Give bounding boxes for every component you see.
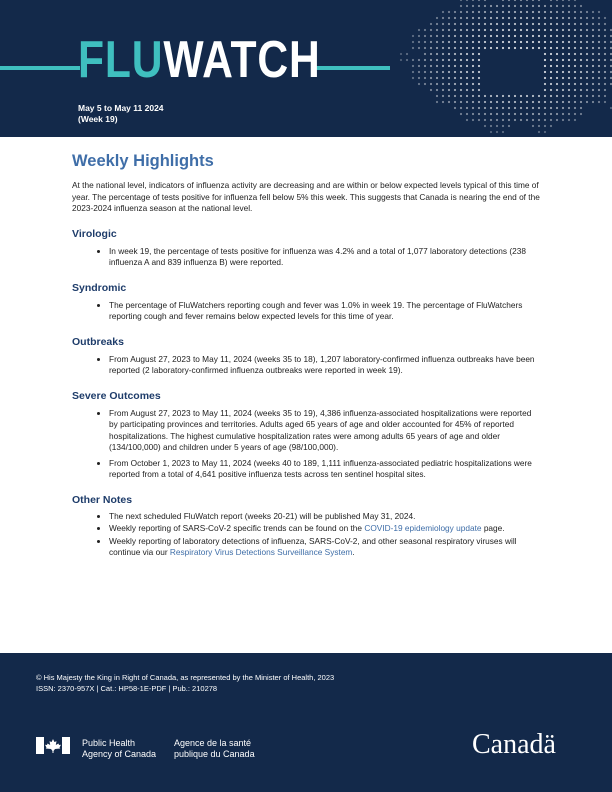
issn-text: ISSN: 2370-957X | Cat.: HP58-1E-PDF | Pub.: 210278 bbox=[36, 684, 218, 693]
fluwatch-logo bbox=[78, 30, 321, 90]
logo-line-right bbox=[316, 66, 390, 70]
virologic-heading: Virologic bbox=[72, 227, 117, 240]
note-text: Weekly reporting of laboratory detections of influenza, SARS-CoV-2, and other seasonal respiratory viruses will continue via our bbox=[109, 535, 517, 557]
logo-flu: FLU bbox=[78, 31, 164, 89]
agency-en-line1: Public Health bbox=[82, 738, 136, 748]
syndromic-heading: Syndromic bbox=[72, 281, 127, 294]
copyright-block bbox=[36, 672, 334, 694]
highlights-intro: At the national level, indicators of influenza activity are decreasing and are within or below expected levels typical of this time of year. The percentage of tests positive for influenza fell below 5% this week. This suggests that Canada is nearing the end of the 2023-2024 influenza season at the national level. bbox=[72, 180, 540, 213]
other-notes-heading: Other Notes bbox=[72, 493, 133, 506]
other-notes-list bbox=[72, 511, 542, 559]
agency-fr-line1: Agence de la santé bbox=[174, 738, 252, 748]
outbreaks-heading: Outbreaks bbox=[72, 335, 124, 348]
logo-line-left bbox=[0, 66, 80, 70]
list-item: • The next scheduled FluWatch report (weeks 20-21) will be published May 31, 2024. bbox=[109, 511, 542, 523]
note-text: page. bbox=[481, 523, 505, 533]
list-item bbox=[109, 523, 542, 535]
agency-name-english bbox=[82, 738, 156, 759]
canada-wordmark: Canadä bbox=[472, 729, 556, 760]
respiratory-virus-link[interactable]: Respiratory Virus Detections Surveillance System bbox=[169, 547, 353, 557]
virologic-list bbox=[72, 246, 542, 269]
agency-fr-line2: publique du Canada bbox=[174, 748, 255, 759]
list-item: • From August 27, 2023 to May 11, 2024 (weeks 35 to 19), 4,386 influenza-associated hospitalizations were reported by participating provinces and territories. Adults aged 65 years of age and older accounted for 45% of reported hospitalizations. The highest cumulative hospitalization rates were among adults 65 years of age and older (134/100,000) and children under 5 years of age (98/100,000). bbox=[109, 408, 542, 454]
report-header bbox=[0, 0, 612, 137]
canada-flag-icon bbox=[36, 737, 70, 754]
report-dates bbox=[78, 103, 164, 125]
severe-outcomes-list bbox=[72, 408, 542, 481]
outbreaks-list bbox=[72, 354, 542, 377]
list-item: • In week 19, the percentage of tests positive for influenza was 4.2% and a total of 1,077 laboratory detections (238 influenza A and 839 influenza B) were reported. bbox=[109, 246, 542, 269]
report-footer bbox=[0, 653, 612, 792]
severe-outcomes-heading: Severe Outcomes bbox=[72, 389, 161, 402]
agency-name-french bbox=[174, 738, 255, 759]
note-text: Weekly reporting of SARS-CoV-2 specific trends can be found on the bbox=[109, 523, 365, 533]
covid-epidemiology-link[interactable]: COVID-19 epidemiology update bbox=[364, 523, 482, 533]
agency-en-line2: Agency of Canada bbox=[82, 748, 157, 759]
highlights-title: Weekly Highlights bbox=[72, 152, 214, 170]
note-text: . bbox=[352, 547, 355, 557]
list-item: • From October 1, 2023 to May 11, 2024 (weeks 40 to 189, 1,111 influenza-associated pediatric hospitalizations were reported from a total of 4,641 positive influenza tests across ten sentinel hospital sites. bbox=[109, 458, 542, 481]
date-range: May 5 to May 11 2024 bbox=[78, 103, 164, 113]
syndromic-list bbox=[72, 300, 542, 323]
list-item bbox=[109, 536, 542, 559]
main-content bbox=[72, 152, 542, 563]
list-item: • The percentage of FluWatchers reporting cough and fever was 1.0% in week 19. The percentage of FluWatchers reporting cough and fever remains below expected levels for this time of year. bbox=[109, 300, 542, 323]
list-item: • From August 27, 2023 to May 11, 2024 (weeks 35 to 18), 1,207 laboratory-confirmed influenza outbreaks have been reported (2 laboratory-confirmed influenza outbreaks were reported in week 19). bbox=[109, 354, 542, 377]
copyright-text: © His Majesty the King in Right of Canada, as represented by the Minister of Health, 2023 bbox=[36, 673, 335, 682]
logo-watch: WATCH bbox=[163, 31, 321, 89]
week-number: (Week 19) bbox=[78, 114, 118, 124]
